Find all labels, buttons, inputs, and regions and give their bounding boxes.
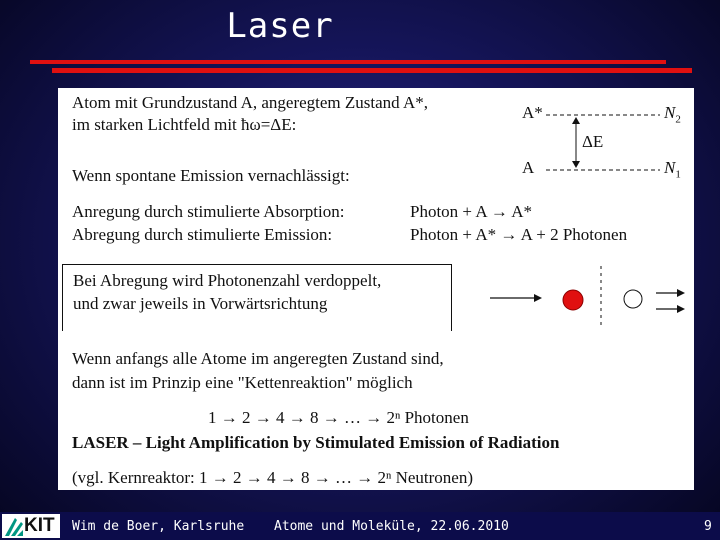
content-panel — [58, 88, 694, 490]
stimulated-emission-illustration — [488, 264, 688, 330]
absorption-label: Anregung durch stimulierte Absorption: — [72, 202, 345, 221]
box-line-1: Bei Abregung wird Photonenzahl verdoppelt, — [73, 271, 382, 290]
spontaneous-emission-line: Wenn spontane Emission vernachlässigt: — [72, 166, 350, 185]
reactor-comparison: (vgl. Kernreaktor: 1 → 2 → 4 → 8 → … → 2ⁿ Neutronen) — [72, 468, 473, 487]
excited-atom-icon — [563, 290, 583, 310]
upper-population-symbol: N — [664, 103, 676, 122]
chain-line-2: dann ist im Prinzip eine "Kettenreaktion" möglich — [72, 373, 413, 392]
energy-gap-label: ΔE — [582, 132, 604, 151]
box-line-2: und zwar jeweils in Vorwärtsrichtung — [73, 294, 328, 313]
slide-footer — [0, 512, 720, 540]
ground-state-atom-icon — [624, 290, 642, 308]
lower-population-symbol: N — [664, 158, 676, 177]
arrow-up-head-icon — [572, 117, 580, 124]
kit-logo-text: KIT — [24, 515, 55, 536]
photon-doubling-box — [62, 264, 452, 331]
emission-label: Abregung durch stimulierte Emission: — [72, 225, 333, 244]
incoming-photon-arrowhead-icon — [534, 294, 542, 302]
upper-state-label: A* — [522, 103, 543, 122]
title-underline-bottom — [52, 68, 692, 73]
lower-population-subscript: 1 — [675, 168, 681, 181]
laser-definition: LASER – Light Amplification by Stimulated Emission of Radiation — [72, 433, 560, 452]
chain-equation: 1 → 2 → 4 → 8 → … → 2ⁿ Photonen — [208, 408, 469, 427]
arrow-down-head-icon — [572, 161, 580, 168]
intro-line-1: Atom mit Grundzustand A, angeregtem Zustand A*, — [72, 93, 428, 112]
intro-line-2: im starken Lichtfeld mit ħω=ΔE: — [72, 115, 297, 134]
kit-logo-mark-icon — [3, 514, 25, 538]
page-number: 9 — [704, 519, 712, 534]
footer-author: Wim de Boer, Karlsruhe — [72, 519, 245, 534]
outgoing-photon-arrowhead-2-icon — [677, 305, 685, 313]
kit-logo — [2, 514, 60, 538]
upper-population-subscript: 2 — [675, 113, 681, 126]
title-underline-top — [30, 60, 666, 64]
footer-course-date: Atome und Moleküle, 22.06.2010 — [274, 519, 509, 534]
outgoing-photon-arrowhead-1-icon — [677, 289, 685, 297]
slide-title: Laser — [226, 6, 334, 46]
emission-equation: Photon + A* → A + 2 Photonen — [410, 225, 628, 244]
lower-state-label: A — [522, 158, 535, 177]
absorption-equation: Photon + A → A* — [410, 202, 533, 221]
chain-line-1: Wenn anfangs alle Atome im angeregten Zustand sind, — [72, 349, 444, 368]
energy-levels-graphic — [538, 108, 668, 178]
